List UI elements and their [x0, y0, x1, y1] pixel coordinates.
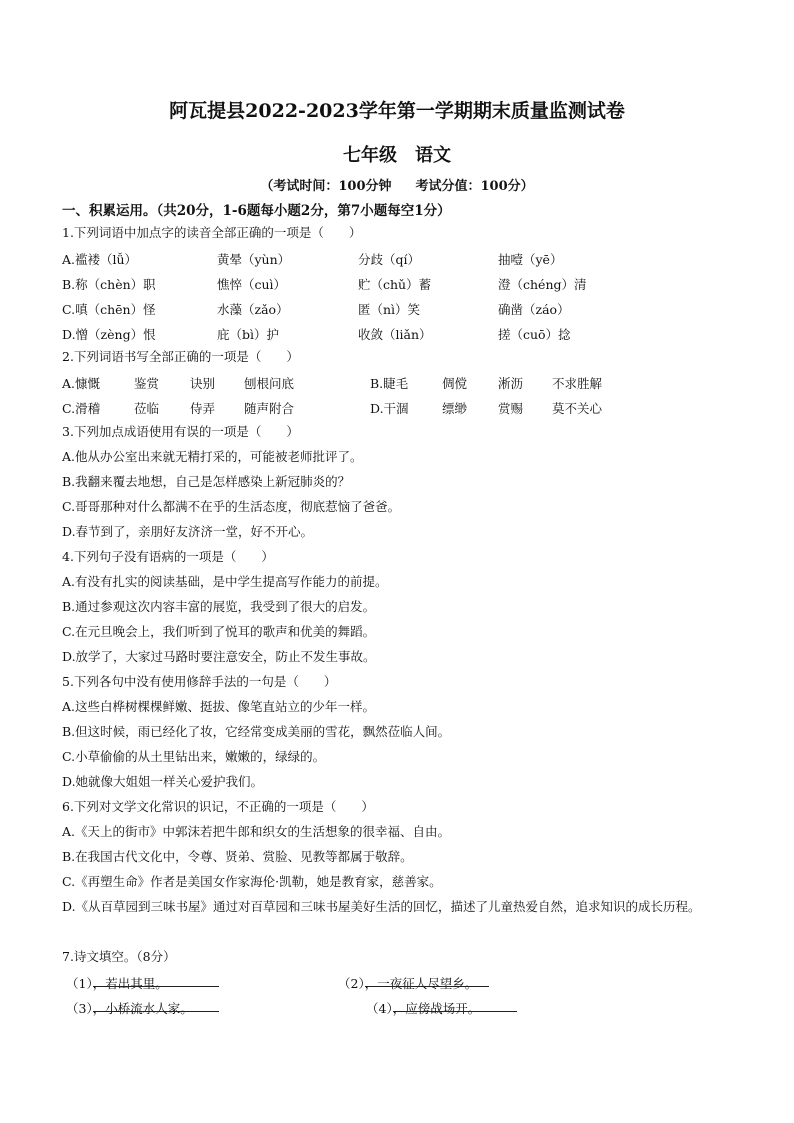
option-cell: 侍弄: [190, 401, 216, 416]
option-cell: 鉴赏: [134, 376, 160, 391]
option-cell: 憔悴（cuì）: [217, 277, 287, 292]
option-cell: 缥缈: [442, 401, 468, 416]
option-line: D.她就像大姐姐一样关心爱护我们。: [62, 774, 264, 789]
option-line: B.但这时候，雨已经化了妆，它经常变成美丽的雪花，飘然莅临人间。: [62, 724, 451, 739]
option-cell: D.憎（zèng）恨: [62, 327, 156, 342]
option-line: D.《从百草园到三味书屋》通过对百草园和三味书屋美好生活的回忆，描述了儿童热爱自然，追求知识的成长历程。: [62, 899, 701, 914]
option-cell: C.嗔（chēn）怪: [62, 302, 156, 317]
option-line: D.放学了，大家过马路时要注意安全，防止不发生事故。: [62, 649, 376, 664]
option-cell: 搓（cuō）捻: [498, 327, 571, 342]
fill-tail: ，若出其里。: [92, 976, 168, 991]
exam-title: 阿瓦提县2022-2023学年第一学期期末质量监测试卷: [169, 100, 625, 122]
option-cell: 分歧（qí）: [358, 252, 420, 267]
option-cell: 不求胜解: [552, 376, 603, 391]
question-stem: 5.下列各句中没有使用修辞手法的一句是（ ）: [62, 674, 337, 689]
option-line: B.在我国古代文化中，令尊、贤弟、赏脸、见教等都属于敬辞。: [62, 849, 413, 864]
option-cell: 贮（chǔ）蓄: [358, 277, 432, 292]
option-cell: 诀别: [190, 376, 216, 391]
option-line: D.春节到了，亲朋好友济济一堂，好不开心。: [62, 524, 314, 539]
option-cell: 匿（nì）笑: [358, 302, 421, 317]
option-cell: 刨根问底: [244, 376, 295, 391]
fill-row: [66, 999, 726, 1015]
answer-blank[interactable]: [393, 999, 517, 1012]
option-row: [62, 300, 742, 316]
option-line: C.哥哥那种对什么都满不在乎的生活态度，彻底惹恼了爸爸。: [62, 499, 401, 514]
fill-number: （4）: [366, 1001, 393, 1016]
exam-score: 考试分值：100分）: [415, 179, 534, 194]
option-cell: 莫不关心: [552, 401, 603, 416]
option-cell: D.干涸: [370, 401, 409, 416]
option-line: A.他从办公室出来就无精打采的，可能被老师批评了。: [62, 449, 363, 464]
option-cell: 抽噎（yē）: [498, 252, 563, 267]
exam-time: （考试时间：100分钟: [260, 179, 392, 194]
question-stem: 1.下列词语中加点字的读音全部正确的一项是（ ）: [62, 225, 362, 240]
option-cell: 莅临: [134, 401, 160, 416]
option-line: A.有没有扎实的阅读基础，是中学生提高写作能力的前提。: [62, 574, 388, 589]
option-cell: 收敛（liǎn）: [358, 327, 432, 342]
question-stem: 2.下列词语书写全部正确的一项是（ ）: [62, 349, 299, 364]
option-cell: 水藻（zǎo）: [217, 302, 289, 317]
option-cell: C.滑稽: [62, 401, 101, 416]
answer-blank[interactable]: [93, 999, 219, 1012]
option-line: C.小草偷偷的从土里钻出来，嫩嫩的，绿绿的。: [62, 749, 326, 764]
fill-row: [66, 974, 726, 990]
fill-tail: ，应傍战场开。: [392, 1001, 481, 1016]
fill-tail: ，小桥流水人家。: [92, 1001, 193, 1016]
question-stem: 4.下列句子没有语病的一项是（ ）: [62, 549, 274, 564]
answer-blank[interactable]: [365, 974, 489, 987]
section-heading: 一、积累运用。（共20分，1-6题每小题2分，第7小题每空1分）: [62, 203, 451, 219]
option-cell: 赏赐: [498, 401, 524, 416]
fill-item: [66, 999, 193, 1017]
option-line: C.《再塑生命》作者是美国女作家海伦·凯勒，她是教育家，慈善家。: [62, 874, 442, 889]
option-row: [62, 250, 742, 266]
option-row: [62, 325, 742, 341]
option-cell: B.称（chèn）职: [62, 277, 156, 292]
option-cell: 倜傥: [442, 376, 468, 391]
option-line: B.通过参观这次内容丰富的展览，我受到了很大的启发。: [62, 599, 376, 614]
option-cell: 随声附合: [244, 401, 295, 416]
option-cell: A.慷慨: [62, 376, 101, 391]
option-cell: 黄晕（yùn）: [217, 252, 291, 267]
option-line: C.在元旦晚会上，我们听到了悦耳的歌声和优美的舞蹈。: [62, 624, 376, 639]
fill-tail: ，一夜征人尽望乡。: [364, 976, 478, 991]
fill-item: [366, 999, 480, 1017]
question-stem: 6.下列对文学文化常识的识记，不正确的一项是（ ）: [62, 799, 374, 814]
question-stem: 7.诗文填空。（8分）: [62, 949, 176, 964]
option-row: [62, 275, 742, 291]
option-cell: 淅沥: [498, 376, 524, 391]
exam-subtitle: 七年级 语文: [343, 145, 451, 166]
option-cell: 庇（bì）护: [217, 327, 279, 342]
option-line: A.这些白桦树棵棵鲜嫩、挺拔、像笔直站立的少年一样。: [62, 699, 376, 714]
fill-number: （1）: [66, 976, 93, 991]
option-line: A.《天上的街市》中郭沫若把牛郎和织女的生活想象的很幸福、自由。: [62, 824, 451, 839]
option-cell: A.褴褛（lǚ）: [62, 252, 138, 267]
option-cell: 澄（chéng）清: [498, 277, 587, 292]
option-line: B.我翻来覆去地想，自己是怎样感染上新冠肺炎的？: [62, 474, 351, 489]
fill-item: [66, 974, 168, 992]
option-cell: 确凿（záo）: [498, 302, 570, 317]
fill-item: [338, 974, 477, 992]
exam-info: [0, 175, 794, 194]
answer-blank[interactable]: [93, 974, 219, 987]
option-cell: B.睫毛: [370, 376, 409, 391]
fill-number: （3）: [66, 1001, 93, 1016]
fill-number: （2）: [338, 976, 365, 991]
question-stem: 3.下列加点成语使用有误的一项是（ ）: [62, 424, 299, 439]
